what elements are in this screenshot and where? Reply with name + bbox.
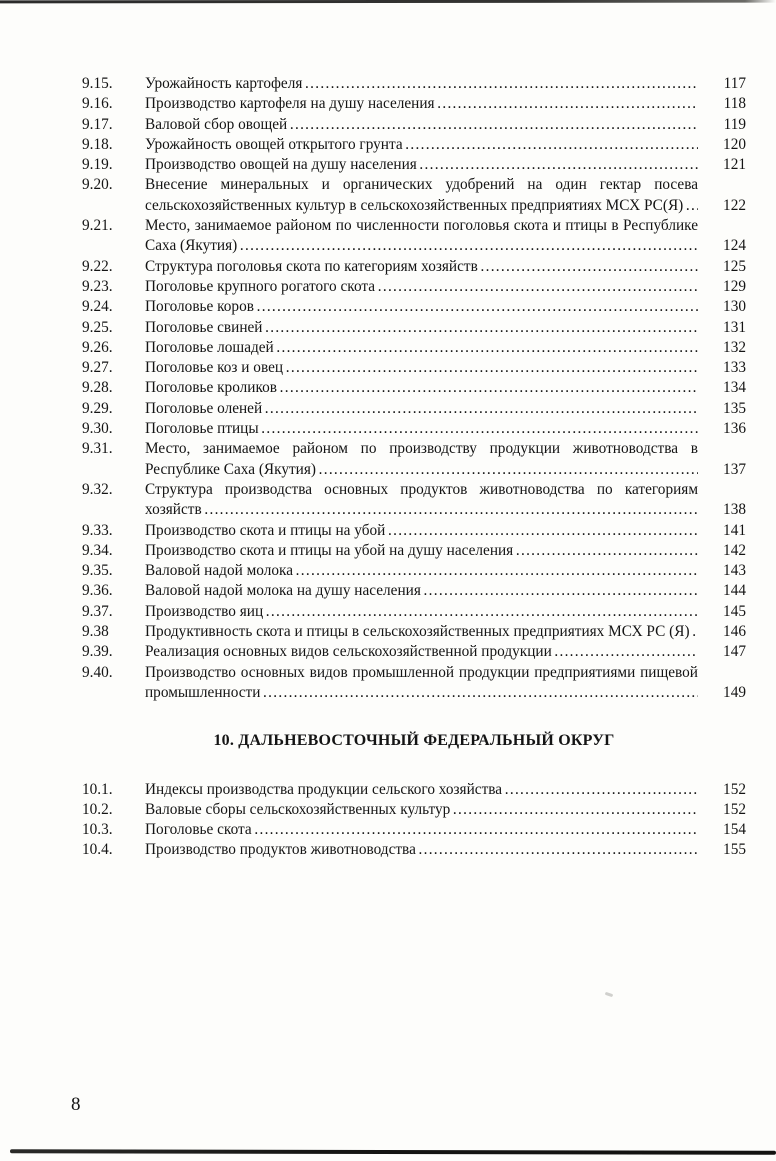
toc-entry	[82, 840, 746, 860]
toc-entry-title: Производство картофеля на душу населения ……………………………………………………………………………………………………………………………………………………………………………………………………………………	[145, 94, 698, 114]
toc-entry	[82, 358, 746, 378]
toc-entry-title: Производство основных видов промышленной продукции предприятиями пищевой промышленности ……………………………………………………………………………………………………………………………………………………………………………………………………………………	[145, 663, 698, 704]
section-heading-federal-district: 10. ДАЛЬНЕВОСТОЧНЫЙ ФЕДЕРАЛЬНЫЙ ОКРУГ	[213, 732, 615, 750]
toc-entry-number: 9.17.	[82, 115, 113, 133]
toc-entry-title: Поголовье оленей ……………………………………………………………………………………………………………………………………………………………………………………………………………………	[145, 399, 698, 419]
toc-entry-number: 10.4.	[82, 841, 113, 859]
toc-entry-number: 9.20.	[82, 176, 113, 194]
toc-entry-page: 131	[723, 318, 746, 336]
toc-entry-page: 129	[723, 277, 746, 295]
toc-entry	[82, 439, 746, 480]
toc-entry-title: Производство овощей на душу населения ……………………………………………………………………………………………………………………………………………………………………………………………………………………	[145, 155, 698, 175]
toc-entry-number: 9.32.	[82, 480, 113, 498]
toc-entry	[82, 115, 746, 135]
toc-entry	[82, 622, 746, 642]
toc-entry-page: 149	[723, 683, 746, 701]
toc-entry	[82, 257, 746, 277]
toc-entry-number: 9.34.	[82, 541, 113, 559]
toc-entry-title: Урожайность овощей открытого грунта ……………………………………………………………………………………………………………………………………………………………………………………………………………………	[145, 135, 698, 155]
toc-entry-page: 141	[723, 521, 746, 539]
toc-entry-title: Производство яиц ……………………………………………………………………………………………………………………………………………………………………………………………………………………	[145, 602, 698, 622]
toc-entry-title: Валовые сборы сельскохозяйственных культур ……………………………………………………………………………………………………………………………………………………………………………………………………………………	[145, 800, 698, 820]
scan-artifact-speck	[605, 992, 614, 997]
toc-entry-number: 9.16.	[82, 95, 113, 113]
toc-entry-number: 9.18.	[82, 135, 113, 153]
toc-entry-number: 10.2.	[82, 800, 113, 818]
toc-entry-page: 138	[723, 501, 746, 519]
toc-entry-title: Поголовье скота ……………………………………………………………………………………………………………………………………………………………………………………………………………………	[145, 820, 698, 840]
toc-entry-page: 132	[723, 338, 746, 356]
toc-entry-page: 118	[723, 95, 746, 113]
toc-entry-title: Валовой надой молока на душу населения ……………………………………………………………………………………………………………………………………………………………………………………………………………………	[145, 581, 698, 601]
toc-entry-title: Структура производства основных продуктов животноводства по категориям хозяйств ……………………………………………………………………………………………………………………………………………………………………………………………………………………	[145, 480, 698, 521]
toc-entry-number: 9.26.	[82, 338, 113, 356]
toc-entry-number: 9.28.	[82, 379, 113, 397]
toc-entry-page: 119	[723, 115, 746, 133]
toc-entry-number: 9.15.	[82, 75, 113, 92]
toc-entry-title: Внесение минеральных и органических удобрений на один гектар посева сельскохозяйственных культур в сельскохозяйственных предприятиях МСХ РС(Я) ……………………………………………………………………………………………………………………………………………………………………………………………………………………	[145, 175, 698, 216]
toc-entry-title: Поголовье лошадей ……………………………………………………………………………………………………………………………………………………………………………………………………………………	[145, 338, 698, 358]
toc-entry-page: 135	[723, 399, 746, 417]
toc-entry-number: 9.36.	[82, 582, 113, 600]
toc-entry-page: 147	[723, 643, 746, 661]
toc-entry-title: Поголовье кроликов ……………………………………………………………………………………………………………………………………………………………………………………………………………………	[145, 378, 698, 398]
toc-entry-number: 9.35.	[82, 562, 113, 580]
toc-list-section10	[82, 780, 746, 861]
toc-entry-title: Реализация основных видов сельскохозяйственной продукции ……………………………………………………………………………………………………………………………………………………………………………………………………………………	[145, 642, 698, 662]
toc-entry-number: 9.38	[82, 623, 109, 641]
toc-entry	[82, 277, 746, 297]
toc-entry-title: Место, занимаемое районом по численности поголовья скота и птицы в Республике Саха (Якутия) ……………………………………………………………………………………………………………………………………………………………………………………………………………………	[145, 216, 698, 257]
toc-entry-number: 9.25.	[82, 318, 113, 336]
toc-entry	[82, 602, 746, 622]
toc-entry	[82, 318, 746, 338]
toc-entry	[82, 642, 746, 662]
toc-entry	[82, 541, 746, 561]
toc-entry	[82, 135, 746, 155]
toc-entry-page: 143	[723, 562, 746, 580]
toc-entry	[82, 419, 746, 439]
toc-entry-page: 152	[723, 780, 746, 798]
toc-entry-title: Производство продуктов животноводства ……………………………………………………………………………………………………………………………………………………………………………………………………………………	[145, 840, 698, 860]
toc-entry-page: 133	[723, 359, 746, 377]
toc-entry-number: 9.40.	[82, 663, 113, 681]
toc-entry-title: Валовой надой молока ……………………………………………………………………………………………………………………………………………………………………………………………………………………	[145, 561, 698, 581]
toc-entry-number: 9.23.	[82, 277, 113, 295]
toc-entry-page: 120	[723, 135, 746, 153]
toc-entry-title: Производство скота и птицы на убой ……………………………………………………………………………………………………………………………………………………………………………………………………………………	[145, 521, 698, 541]
toc-entry-title: Поголовье коров ……………………………………………………………………………………………………………………………………………………………………………………………………………………	[145, 297, 698, 317]
toc-entry-number: 9.30.	[82, 420, 113, 438]
toc-entry-title: Поголовье птицы ……………………………………………………………………………………………………………………………………………………………………………………………………………………	[145, 419, 698, 439]
toc-entry-title: Поголовье коз и овец ……………………………………………………………………………………………………………………………………………………………………………………………………………………	[145, 358, 698, 378]
toc-entry-page: 130	[723, 298, 746, 316]
toc-entry-number: 9.29.	[82, 399, 113, 417]
scan-artifact-top-edge	[0, 0, 776, 3]
toc-entry-title: Продуктивность скота и птицы в сельскохозяйственных предприятиях МСХ РС (Я) ……………………………………………………………………………………………………………………………………………………………………………………………………………………	[145, 622, 698, 642]
toc-entry-page: 125	[723, 257, 746, 275]
toc-entry	[82, 521, 746, 541]
page-number: 8	[71, 1094, 81, 1115]
toc-entry-number: 9.37.	[82, 602, 113, 620]
toc-entry-number: 9.19.	[82, 156, 113, 174]
toc-entry-page: 144	[723, 582, 746, 600]
toc-entry-number: 9.22.	[82, 257, 113, 275]
toc-entry-number: 9.31.	[82, 440, 113, 458]
toc-entry	[82, 480, 746, 521]
toc-entry-page: 137	[723, 460, 746, 478]
toc-entry	[82, 338, 746, 358]
toc-entry-page: 155	[723, 841, 746, 859]
toc-entry	[82, 175, 746, 216]
toc-entry-page: 134	[723, 379, 746, 397]
toc-entry-page: 152	[723, 800, 746, 818]
toc-entry	[82, 216, 746, 257]
toc-entry-page: 124	[723, 237, 746, 255]
toc-entry	[82, 561, 746, 581]
toc-entry-title: Структура поголовья скота по категориям хозяйств ……………………………………………………………………………………………………………………………………………………………………………………………………………………	[145, 257, 698, 277]
toc-entry	[82, 378, 746, 398]
toc-entry	[82, 297, 746, 317]
toc-entry-title: Производство скота и птицы на убой на душу населения ……………………………………………………………………………………………………………………………………………………………………………………………………………………	[145, 541, 698, 561]
toc-entry-page: 117	[723, 75, 746, 92]
toc-entry-number: 9.33.	[82, 521, 113, 539]
toc-entry-number: 10.3.	[82, 821, 113, 839]
toc-entry-page: 122	[723, 196, 746, 214]
toc-entry-page: 142	[723, 541, 746, 559]
toc-entry	[82, 155, 746, 175]
toc-entry-page: 146	[723, 623, 746, 641]
toc-entry-page: 136	[723, 420, 746, 438]
toc-entry	[82, 399, 746, 419]
toc-entry	[82, 800, 746, 820]
toc-entry	[82, 820, 746, 840]
toc-list-section9	[82, 74, 746, 703]
scan-artifact-bottom-edge	[10, 1149, 776, 1155]
toc-entry-title: Валовой сбор овощей ……………………………………………………………………………………………………………………………………………………………………………………………………………………	[145, 115, 698, 135]
toc-entry-title: Поголовье крупного рогатого скота ……………………………………………………………………………………………………………………………………………………………………………………………………………………	[145, 277, 698, 297]
toc-entry-page: 145	[723, 602, 746, 620]
toc-entry-number: 9.24.	[82, 298, 113, 316]
toc-entry	[82, 74, 746, 94]
toc-entry-number: 9.27.	[82, 359, 113, 377]
toc-entry	[82, 663, 746, 704]
toc-entry-title: Место, занимаемое районом по производству продукции животноводства в Республике Саха (Якутия) ……………………………………………………………………………………………………………………………………………………………………………………………………………………	[145, 439, 698, 480]
toc-entry-number: 9.21.	[82, 217, 113, 235]
toc-entry-number: 9.39.	[82, 643, 113, 661]
toc-entry-page: 154	[723, 821, 746, 839]
table-of-contents	[82, 74, 746, 861]
toc-entry	[82, 780, 746, 800]
toc-entry-number: 10.1.	[82, 780, 113, 798]
toc-entry-title: Поголовье свиней ……………………………………………………………………………………………………………………………………………………………………………………………………………………	[145, 318, 698, 338]
toc-entry-title: Индексы производства продукции сельского хозяйства ……………………………………………………………………………………………………………………………………………………………………………………………………………………	[145, 780, 698, 800]
toc-entry-title: Урожайность картофеля ……………………………………………………………………………………………………………………………………………………………………………………………………………………	[145, 74, 698, 94]
toc-entry	[82, 94, 746, 114]
toc-entry-page: 121	[723, 156, 746, 174]
toc-entry	[82, 581, 746, 601]
